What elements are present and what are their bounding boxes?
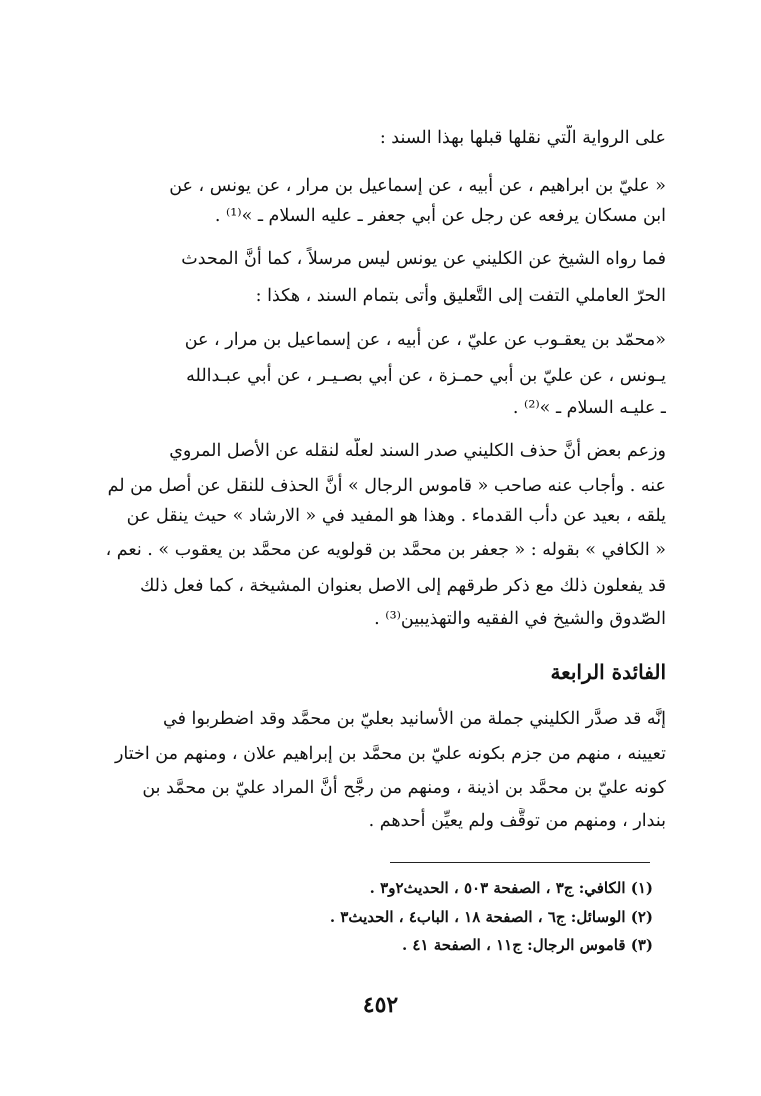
text-line: الحرّ العاملي التفت إلى التَّعليق وأتى بتمام السند ، هكذا : — [255, 286, 666, 306]
footnote: (١) الكافي: ج٣ ، الصفحة ٥٠٣ ، الحديث٢و٣ . — [369, 879, 653, 897]
text-line: فما رواه الشيخ عن الكليني عن يونس ليس مرسلاً ، كما أنَّ المحدث — [181, 249, 666, 269]
text-line: قد يفعلون ذلك مع ذكر طرقهم إلى الاصل بعنوان المشيخة ، كما فعل ذلك — [139, 576, 666, 596]
text-line: تعيينه ، منهم من جزم بكونه عليّ بن محمَّد بن إبراهيم علان ، ومنهم من اختار — [114, 744, 666, 764]
text-line: « الكافي » بقوله : « جعفر بن محمَّد بن قولويه عن محمَّد بن يعقوب » . نعم ، — [105, 540, 666, 560]
page-number: ٤٥٢ — [362, 992, 399, 1018]
text-line: يلقه ، بعيد عن دأب القدماء . وهذا هو المفيد في « الارشاد » حيث ينقل عن — [126, 506, 666, 526]
text-line: يـونس ، عن عليّ بن أبي حمـزة ، عن أبي بصـيـر ، عن أبي عبـدالله — [186, 366, 666, 386]
text-line: «محمّد بن يعقـوب عن عليّ ، عن أبيه ، عن إسماعيل بن مرار ، عن — [184, 330, 666, 350]
text-line: عنه . وأجاب عنه صاحب « قاموس الرجال » أنَّ الحذف للنقل عن أصل من لم — [107, 476, 666, 496]
text-line: ابن مسكان يرفعه عن رجل عن أبي جعفر ـ عليه السلام ـ »⁽¹⁾ . — [214, 206, 666, 226]
text-line: كونه عليّ بن محمَّد بن اذينة ، ومنهم من رجَّح أنَّ المراد عليّ بن محمَّد بن — [142, 778, 666, 798]
text-line: بندار ، ومنهم من توقَّف ولم يعيِّن أحدهم . — [368, 811, 666, 831]
text-line: وزعم بعض أنَّ حذف الكليني صدر السند لعلّه لنقله عن الأصل المروي — [169, 441, 666, 461]
footnote: (٢) الوسائل: ج٦ ، الصفحة ١٨ ، الباب٤ ، الحديث٣ . — [329, 908, 653, 926]
footnote-separator — [390, 862, 650, 863]
footnote: (٣) قاموس الرجال: ج١١ ، الصفحة ٤١ . — [401, 936, 653, 954]
section-heading: الفائدة الرابعة — [550, 660, 666, 684]
text-line: على الرواية الّتي نقلها قبلها بهذا السند : — [379, 128, 666, 148]
text-line: « عليّ بن ابراهيم ، عن أبيه ، عن إسماعيل بن مرار ، عن يونس ، عن — [169, 176, 666, 196]
text-line: ـ عليـه السلام ـ »⁽²⁾ . — [512, 398, 666, 418]
text-line: إنَّه قد صدَّر الكليني جملة من الأسانيد بعليّ بن محمَّد وقد اضطربوا في — [162, 709, 666, 729]
text-line: الصّدوق والشيخ في الفقيه والتهذيبين⁽³⁾ . — [374, 609, 666, 629]
